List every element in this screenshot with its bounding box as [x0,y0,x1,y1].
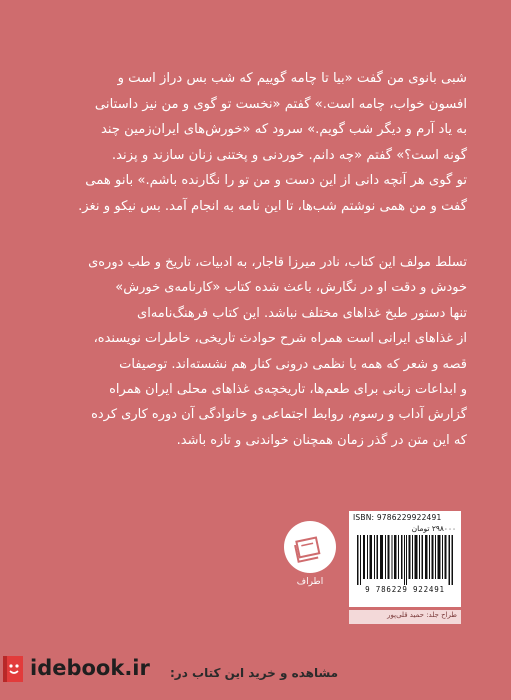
book-icon [284,521,336,573]
poem-line: گفت و من همی نوشتم شب‌ها، تا این نامه به انجام آمد. بس نیکو و نغز. [78,198,467,214]
poem-line: گونه است؟» گفتم «چه دانم. خوردنی و پختنی زنان سازند و پزند. [111,147,467,163]
publisher-name: اطراف [296,577,324,587]
price-label: ۲۹۸۰۰۰ تومان [411,524,456,533]
description-line: که این متن در گذر زمان همچنان خواندنی و تازه باشد. [176,432,467,448]
description-line: خودش و دقت او در نگارش، باعث شده کتاب «کارنامه‌ی خورش» [115,280,467,296]
poem-line: شبی بانوی من گفت «بیا تا چامه گوییم که شب بس دراز است و [117,71,467,86]
publisher-logo [284,521,336,573]
designer-credit-strip [349,610,461,624]
designer-credit: طراح جلد: حمید قلی‌پور [387,611,457,619]
description-line: گزارش آداب و رسوم، روابط اجتماعی و خانوادگی آن دوره کاری کرده [91,407,467,423]
book-stack-icon [0,654,26,684]
description-line: قصه و شعر که همه با نظمی درونی کنار هم نشسته‌اند. توصیفات [119,356,467,372]
description-line: تسلط مولف این کتاب، نادر میرزا قاجار، به ادبیات، تاریخ و طب دوره‌ی [88,255,467,270]
footer-cta: مشاهده و خرید این کتاب در: [170,666,339,680]
poem-paragraph [62,66,467,220]
barcode-digits: 9 786229 922491 [365,585,445,594]
description-paragraph [62,250,467,453]
barcode-panel [349,511,461,607]
isbn-label: ISBN: 9786229922491 [353,513,442,522]
description-line: از غذاهای ایرانی است همراه شرح حوادث تاریخی، خاطرات نویسنده، [93,331,467,347]
site-brand[interactable]: idebook.ir [30,656,150,680]
barcode-icon [357,535,453,585]
description-line: تنها دستور طبخ غذاهای مختلف نباشد. این کتاب فرهنگ‌نامه‌ای [137,305,467,321]
watermark-footer [0,650,511,700]
poem-line: تو گوی هر آنچه دانی از این دست و من تو را نگارنده باشم.» بانو همی [85,173,467,189]
description-line: و ابداعات زبانی برای طعم‌ها، تاریخچه‌ی غذاهای محلی ایران همراه [109,382,467,398]
poem-line: به یاد آرم و دیگر شب گویم.» سرود که «خورش‌های ایران‌زمین چند [100,122,467,138]
poem-line: افسون خواب، چامه است.» گفتم «نخست تو گوی و من نیز داستانی [94,96,467,112]
publisher-logo-block [282,521,338,611]
